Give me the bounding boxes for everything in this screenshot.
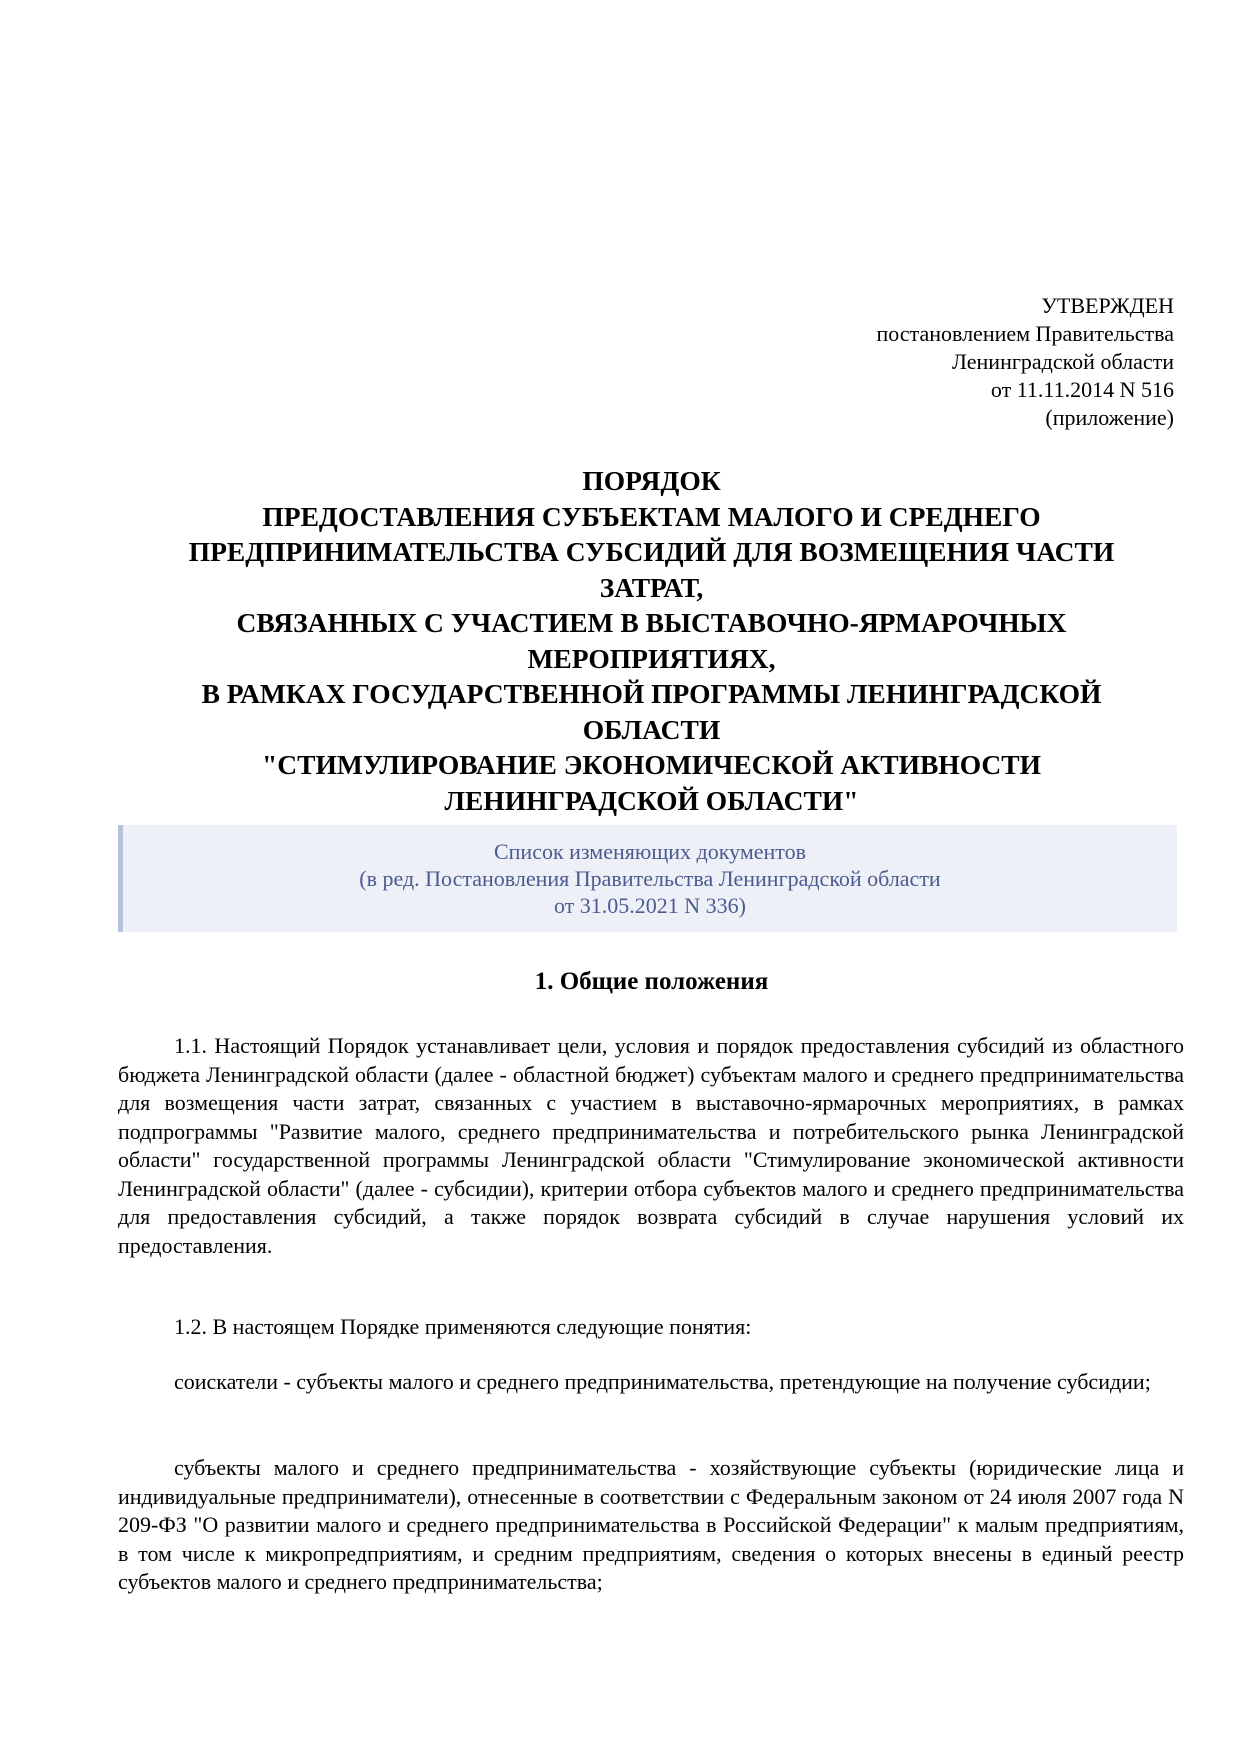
title-line: ЗАТРАТ, [599,571,704,603]
definition-sme: субъекты малого и среднего предпринимательства - хозяйствующие субъекты (юридические лица и индивидуальные предприниматели), отнесенные в соответствии с Федеральным законом от 24 июля 2007 года N 209-ФЗ "О развитии малого и среднего предпринимательства в Российской Федерации" к малым предприятиям, в том числе к микропредприятиям, и средним предприятиям, сведения о которых внесены в единый реестр субъектов малого и среднего предпринимательства; [118,1455,1184,1594]
document-title [118,463,1185,818]
approval-line: от 11.11.2014 N 516 [990,377,1174,402]
title-line: ЛЕНИНГРАДСКОЙ ОБЛАСТИ" [444,784,859,816]
title-line: "СТИМУЛИРОВАНИЕ ЭКОНОМИЧЕСКОЙ АКТИВНОСТИ [261,749,1042,780]
amendments-line: (в ред. Постановления Правительства Ленинградской области [359,866,941,891]
title-line: ПОРЯДОК [582,465,721,496]
amendments-box [118,825,1177,932]
section-heading: 1. Общие положения [534,968,769,995]
approval-stamp [876,292,1174,432]
amendments-line: от 31.05.2021 N 336) [553,893,747,918]
approval-line: (приложение) [1045,405,1174,430]
amendments-heading: Список изменяющих документов [493,839,806,864]
paragraph-1-1: 1.1. Настоящий Порядок устанавливает цели, условия и порядок предоставления субсидий из областного бюджета Ленинградской области (далее - областной бюджет) субъектам малого и среднего предпринимательства для возмещения части затрат, связанных с участием в выставочно-ярмарочных мероприятиях, в рамках подпрограммы "Развитие малого, среднего предпринимательства и потребительского рынка Ленинградской области" государственной программы Ленинградской области "Стимулирование экономической активности Ленинградской области" (далее - субсидии), критерии отбора субъектов малого и среднего предпринимательства для предоставления субсидий, а также порядок возврата субсидий в случае нарушения условий их предоставления. [118,1033,1184,1258]
title-line: МЕРОПРИЯТИЯХ, [527,642,776,674]
title-line: ОБЛАСТИ [582,713,721,745]
title-line: СВЯЗАННЫХ С УЧАСТИЕМ В ВЫСТАВОЧНО-ЯРМАРОЧНЫХ [236,607,1067,638]
title-line: ПРЕДПРИНИМАТЕЛЬСТВА СУБСИДИЙ ДЛЯ ВОЗМЕЩЕНИЯ ЧАСТИ [188,536,1115,567]
approval-line: УТВЕРЖДЕН [1041,293,1174,318]
approval-line: постановлением Правительства [876,321,1174,346]
approval-line: Ленинградской области [952,349,1174,374]
title-line: ПРЕДОСТАВЛЕНИЯ СУБЪЕКТАМ МАЛОГО И СРЕДНЕГО [262,500,1041,532]
definition-applicants: соискатели - субъекты малого и среднего предпринимательства, претендующие на получение субсидии; [174,1369,1151,1394]
title-line: В РАМКАХ ГОСУДАРСТВЕННОЙ ПРОГРАММЫ ЛЕНИНГРАДСКОЙ [201,678,1102,709]
paragraph-1-2: 1.2. В настоящем Порядке применяются следующие понятия: [174,1314,752,1339]
